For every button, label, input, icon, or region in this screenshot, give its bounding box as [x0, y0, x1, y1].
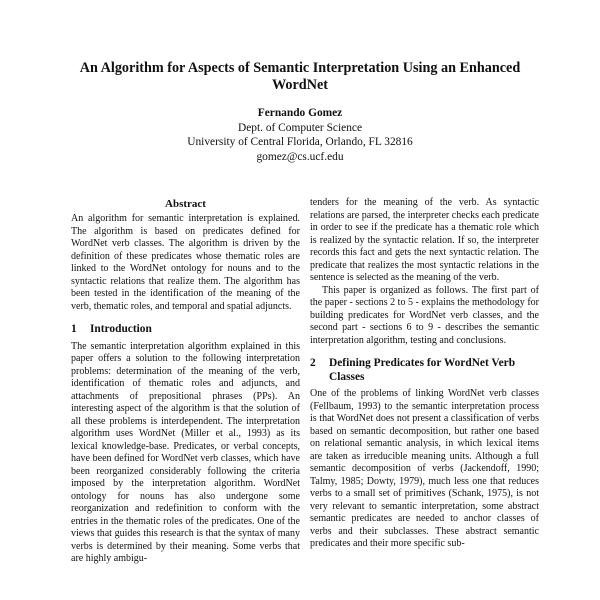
left-column: [71, 197, 300, 566]
right-column: [310, 197, 539, 551]
section-1-title: Introduction: [90, 323, 152, 335]
author-email: gomez@cs.ucf.edu: [256, 150, 344, 163]
section-1-number: 1: [71, 323, 77, 335]
abstract-text: An algorithm for semantic interpretation is explained. The algorithm is based on predicates defined for WordNet verb classes. The algorithm is driven by the definition of these predicates whose thematic roles are linked to the WordNet ontology for nouns and to the syntactic relations that realize them. The algorithm has been tested in the identification of the meaning of the verb, thematic roles, and temporal and spatial adjuncts.: [71, 213, 300, 312]
section-2-title: Defining Predicates for WordNet Verb Classes: [329, 357, 516, 383]
abstract-heading: Abstract: [165, 198, 206, 210]
section-2-text: One of the problems of linking WordNet verb classes (Fellbaum, 1993) to the semantic interpretation process is that WordNet does not present a classification of verbs based on semantic decomposition, but rather one based on relational semantic analysis, in which lexical items are taken as irreducible meaning units. Although a full semantic decomposition of verbs (Jackendoff, 1990; Talmy, 1985; Dowty, 1979), much less one that reduces verbs to a small set of primitives (Schank, 1975), is not very relevant to semantic interpretation, some abstract semantic predicates are needed to anchor classes of verbs and their subclasses. These abstract semantic predicates and their more specific sub-: [310, 388, 539, 549]
section-2-number: 2: [310, 357, 316, 369]
section-2-heading: [310, 357, 539, 384]
organization-paragraph: This paper is organized as follows. The first part of the paper - sections 2 to 5 - explains the methodology for building predicates for WordNet verb classes, and the second part - sections 6 to 9 - describes the semantic interpretation algorithm, testing and conclusions.: [310, 284, 539, 346]
section-1-text: The semantic interpretation algorithm explained in this paper offers a solution to the following interpretation problems: determination of the meaning of the verb, identification of thematic roles and adjuncts, and attachments of prepositional phrases (PPs). An interesting aspect of the algorithm is that the solution of all these problems is interdependent. The interpretation algorithm uses WordNet (Miller et al., 1993) as its lexical knowledge-base. Predicates, or verbal concepts, have been defined for WordNet verb classes, which have been reorganized considerably following the criteria imposed by the interpretation algorithm. WordNet ontology for nouns has also undergone some reorganization and redefinition to conform with the entries in the thematic roles of the predicates. One of the views that guides this research is that the syntax of many verbs is determined by their meaning. Some verbs that are highly ambigu-: [71, 340, 300, 564]
section-1-continuation: tenders for the meaning of the verb. As syntactic relations are parsed, the interpreter checks each predicate in order to see if the predicate has a thematic role which is realized by the syntactic relation. If so, the interpreter records this fact and gets the next syntactic relation. The predicate that realizes the most syntactic relations in the sentence is selected as the meaning of the verb.: [310, 197, 539, 283]
section-1-heading: [71, 323, 300, 337]
author-name: Fernando Gomez: [257, 107, 343, 119]
author-affiliation: University of Central Florida, Orlando, FL 32816: [187, 136, 413, 148]
author-department: Dept. of Computer Science: [238, 121, 362, 134]
author-block: [100, 106, 500, 164]
paper-title: An Algorithm for Aspects of Semantic Interpretation Using an Enhanced WordNet: [79, 60, 521, 93]
